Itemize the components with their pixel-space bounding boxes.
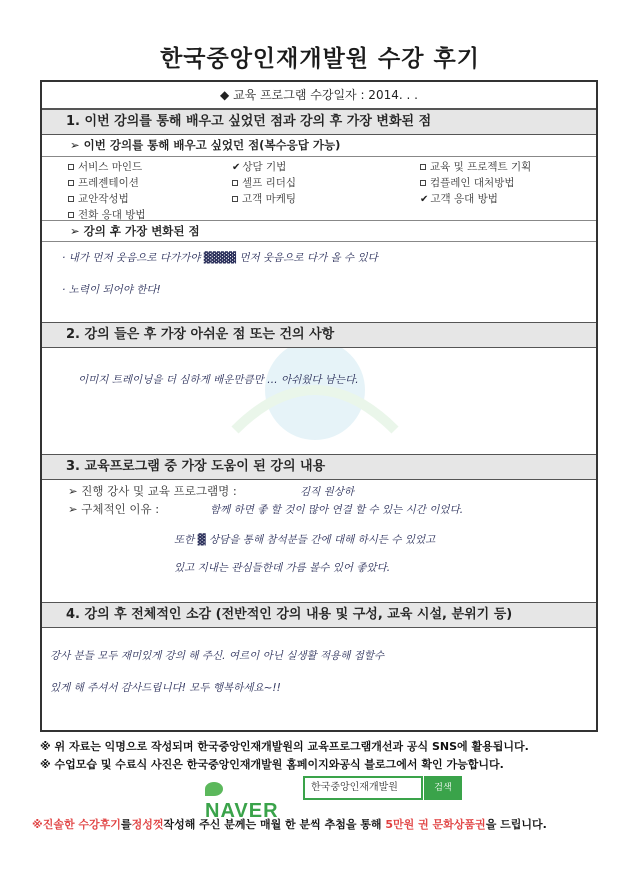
section1-heading: 1. 이번 강의를 통해 배우고 싶었던 점과 강의 후 가장 변화된 점 bbox=[42, 109, 596, 135]
note-anonymous: ※ 위 자료는 익명으로 작성되며 한국중앙인재개발원의 교육프로그램개선과 공식 SNS에 활용됩니다. bbox=[40, 740, 529, 753]
naver-search-input[interactable]: 한국중앙인재개발원 bbox=[303, 776, 423, 800]
option-customer-marketing[interactable]: 고객 마케팅 bbox=[232, 192, 296, 206]
section1-sub1: ➢ 이번 강의를 통해 배우고 싶었던 점(복수응답 가능) bbox=[42, 135, 596, 157]
naver-logo: NAVER bbox=[205, 777, 300, 799]
option-service-mind[interactable]: 서비스 마인드 bbox=[68, 160, 142, 174]
option-phone-service[interactable]: 전화 응대 방법 bbox=[68, 208, 146, 222]
reason-line1: 함께 하면 좋 할 것이 많아 연결 할 수 있는 시간 이었다. bbox=[210, 504, 464, 516]
section4-heading: 4. 강의 후 전체적인 소감 (전반적인 강의 내용 및 구성, 교육 시설, 분위기 등) bbox=[42, 602, 596, 628]
option-education-planning[interactable]: 교육 및 프로젝트 기획 bbox=[420, 160, 531, 174]
lecturer-answer: 김직 원상하 bbox=[300, 486, 355, 498]
option-complaint[interactable]: 컴플레인 대처방법 bbox=[420, 176, 514, 190]
option-customer-service[interactable]: ✔ 고객 응대 방법 bbox=[420, 193, 498, 205]
checkmark-icon: ✔ bbox=[420, 194, 429, 205]
leaf-icon bbox=[205, 782, 223, 796]
option-presentation[interactable]: 프레젠테이션 bbox=[68, 176, 139, 190]
section2-heading: 2. 강의 들은 후 가장 아쉬운 점 또는 건의 사항 bbox=[42, 322, 596, 348]
section3-heading: 3. 교육프로그램 중 가장 도움이 된 강의 내용 bbox=[42, 454, 596, 480]
reason-label: ➢ 구체적인 이유 : bbox=[68, 502, 160, 516]
naver-search-button[interactable]: 검색 bbox=[424, 776, 462, 800]
reason-line2: 또한 ▓ 상담을 통해 참석분들 간에 대해 하시든 수 있었고 bbox=[174, 534, 436, 546]
bottom-note: ※진솔한 수강후기를정성껏작성해 주신 분께는 매월 한 분씩 추첨을 통해 5만원 권 문화상품권을 드립니다. bbox=[32, 818, 547, 831]
option-lesson-plan[interactable]: 교안작성법 bbox=[68, 192, 129, 206]
option-self-leadership[interactable]: 셀프 리더십 bbox=[232, 176, 296, 190]
section2-answer: 이미지 트레이닝을 더 심하게 배운만큼만 … 아쉬웠다 남는다. bbox=[78, 374, 359, 386]
section1-answer-line1: · 내가 먼저 웃음으로 다가가야 ▓▓▓▓ 먼저 웃음으로 다가 올 수 있다 bbox=[62, 252, 378, 264]
survey-form bbox=[40, 80, 598, 732]
section4-answer-line2: 있게 해 주셔서 감사드립니다! 모두 행복하세요~!! bbox=[50, 682, 281, 694]
section1-sub2: ➢ 강의 후 가장 변화된 점 bbox=[42, 220, 596, 242]
option-counseling[interactable]: ✔ 상담 기법 bbox=[232, 161, 287, 173]
page-title: 한국중앙인재개발원 수강 후기 bbox=[160, 46, 480, 72]
checkmark-icon: ✔ bbox=[232, 162, 241, 173]
section1-answer-line2: · 노력이 되어야 한다! bbox=[62, 284, 161, 296]
note-photos: ※ 수업모습 및 수료식 사진은 한국중앙인재개발원 홈페이지와공식 블로그에서 확인 가능합니다. bbox=[40, 758, 504, 771]
reason-line3: 있고 지내는 관심들한데 가름 볼수 있어 좋았다. bbox=[174, 562, 391, 574]
section4-answer-line1: 강사 분들 모두 재미있게 강의 해 주신. 여르이 아닌 실생활 적용해 접할수 bbox=[50, 650, 385, 662]
lecturer-label: ➢ 진행 강사 및 교육 프로그램명 : bbox=[68, 484, 237, 498]
date-row: ◆ 교육 프로그램 수강일자 : 2014. . . bbox=[42, 82, 596, 109]
